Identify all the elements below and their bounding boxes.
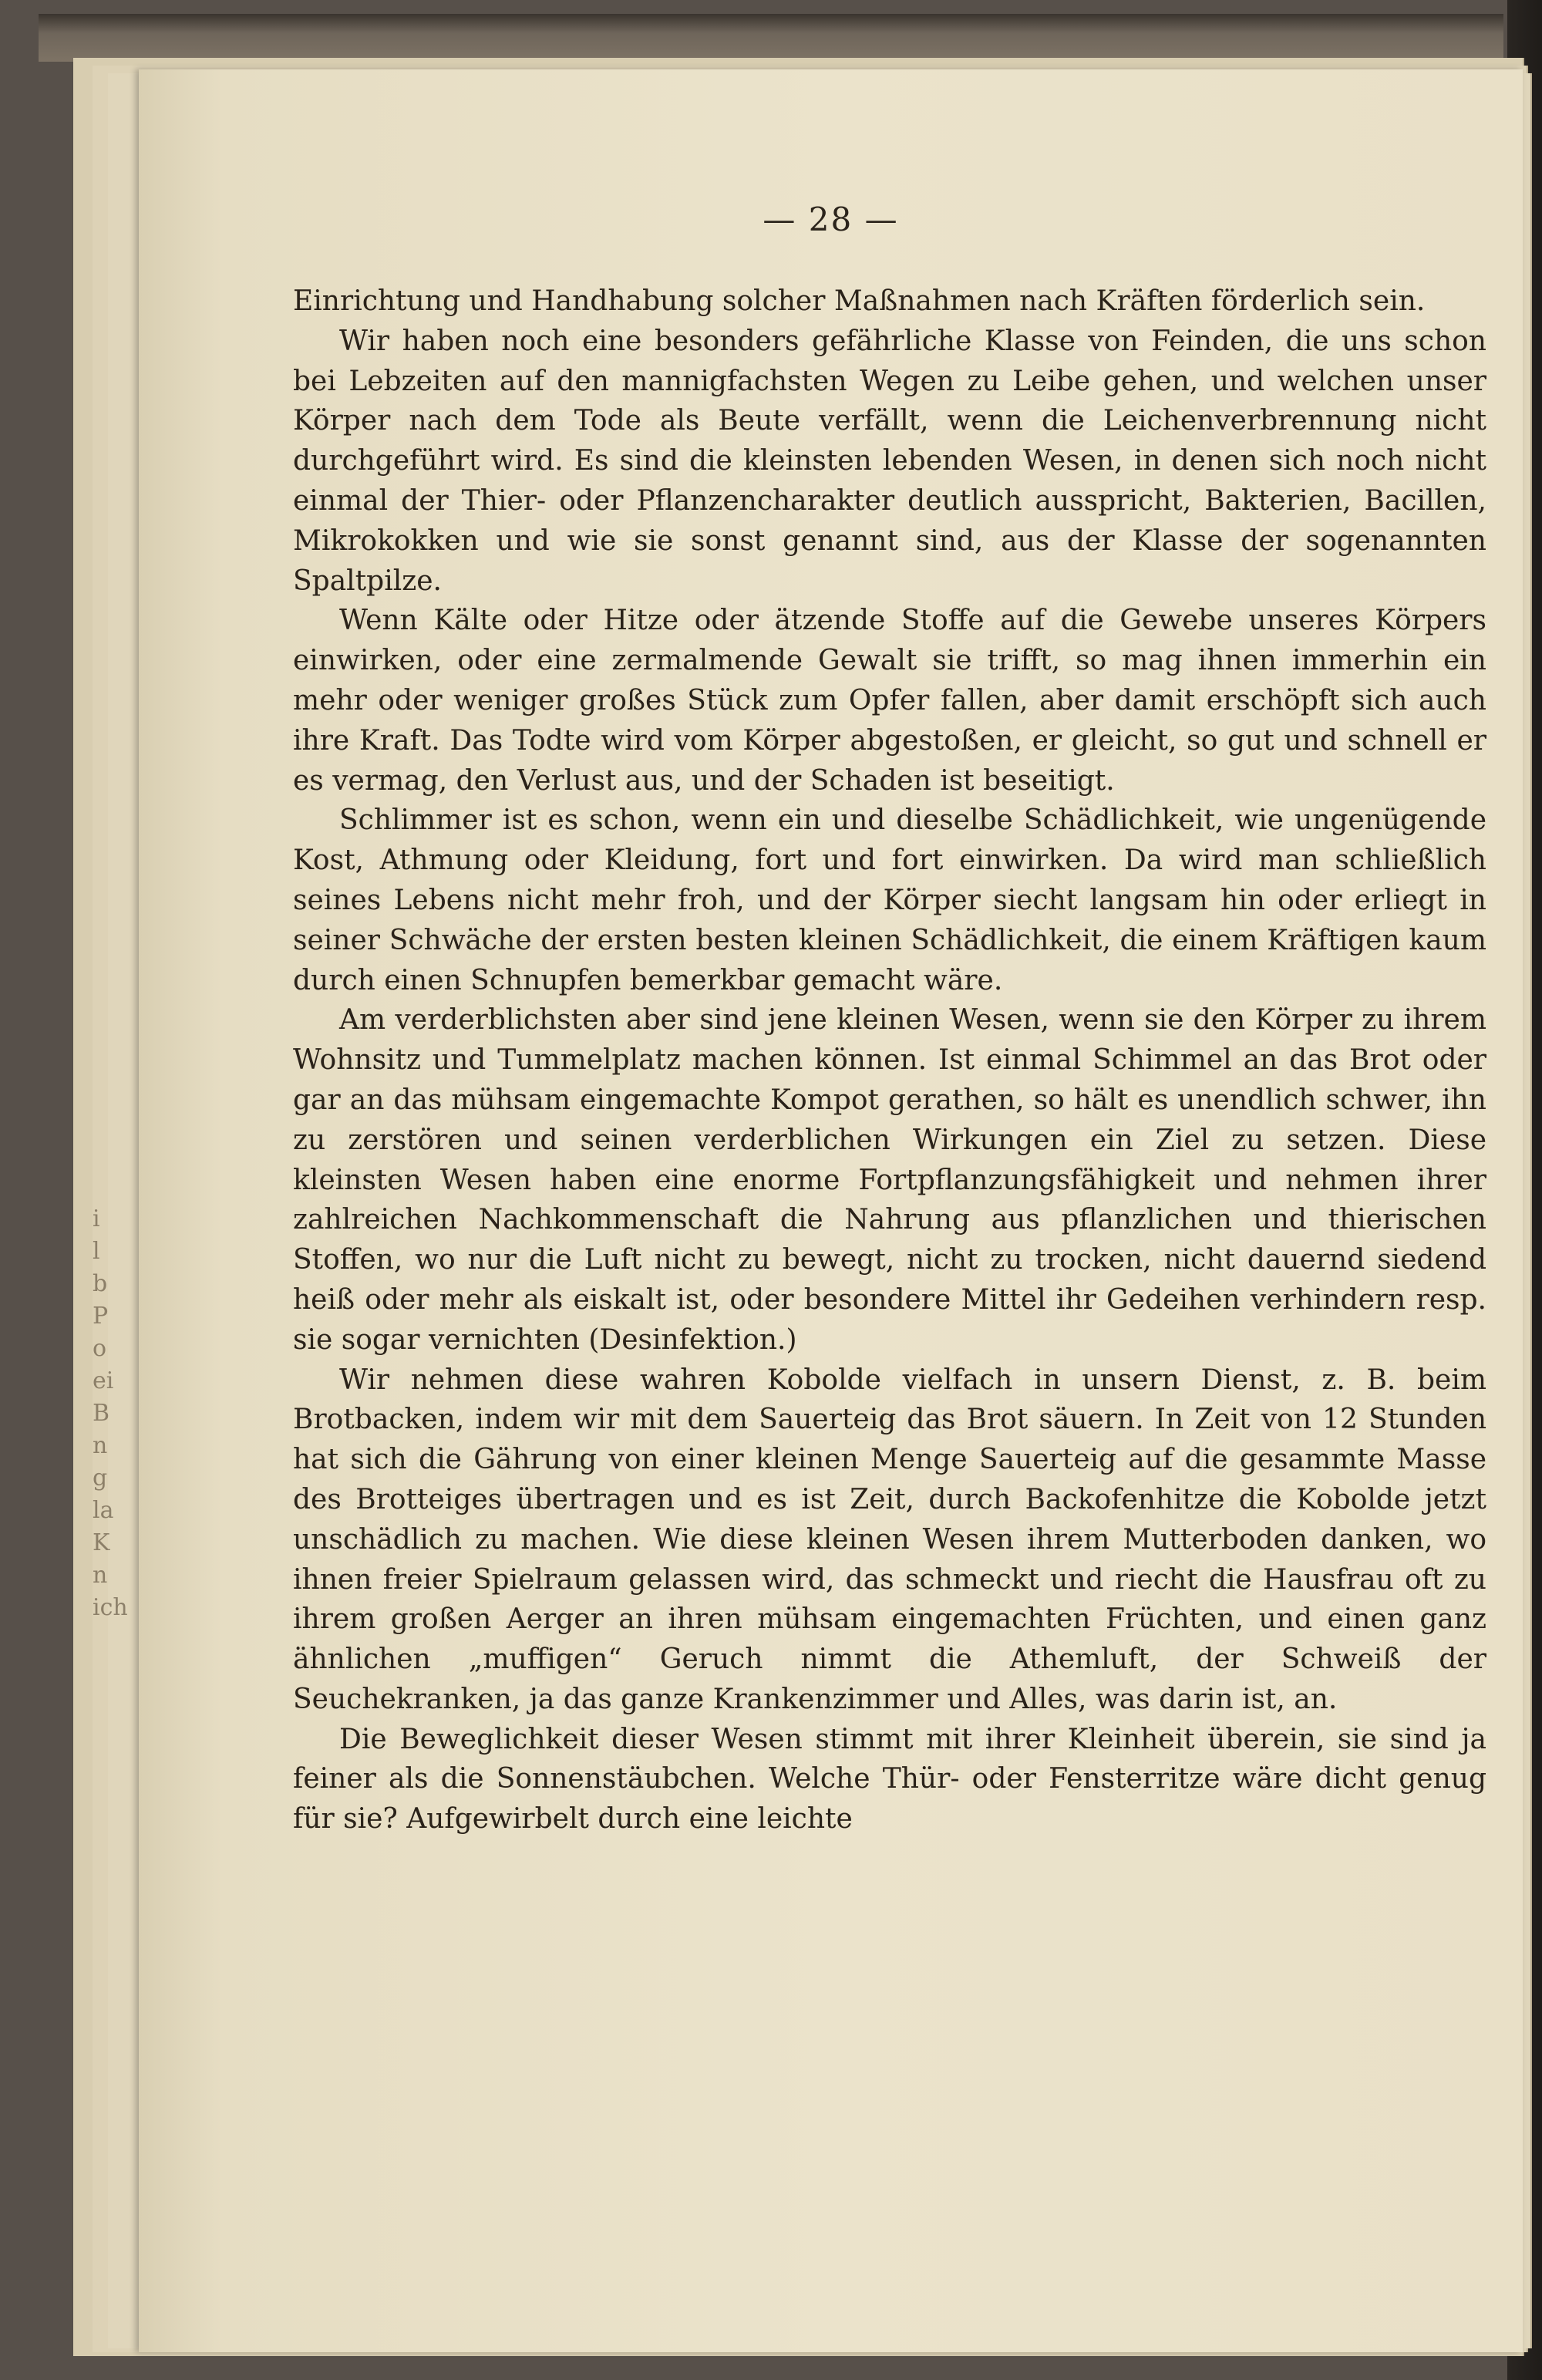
paragraph: Einrichtung und Handhabung solcher Maßnahmen nach Kräften förderlich sein.: [293, 285, 1426, 317]
leaf-edge-text-fragments: [93, 1203, 139, 1624]
paragraph: Am verderblichsten aber sind jene kleinen Wesen, wenn sie den Körper zu ihrem Wohnsitz und Tummelplatz machen können. Ist einmal Schimmel an das Brot oder gar an das mühsam eingemachte Kompot gerathen, so hält es unendlich schwer, ihn zu zerstören und seinen verderblichen Wirkungen ein Ziel zu setzen. Diese kleinsten Wesen haben eine enorme Fortpflanzungsfähigkeit und nehmen ihrer zahlreichen Nachkommenschaft die Nahrung aus pflanzlichen und thierischen Stoffen, wo nur die Luft nicht zu bewegt, nicht zu trocken, nicht dauernd siedend heiß oder mehr als eiskalt ist, oder besondere Mittel ihr Gedeihen verhindern resp. sie sogar vernichten (Desinfektion.): [293, 1004, 1486, 1356]
leaf-edge-fragment: g: [93, 1465, 108, 1492]
paragraph: Wenn Kälte oder Hitze oder ätzende Stoffe auf die Gewebe unseres Körpers einwirken, oder eine zermalmende Gewalt sie trifft, so mag ihnen immerhin ein mehr oder weniger großes Stück zum Opfer fallen, aber damit erschöpft sich auch ihre Kraft. Das Todte wird vom Körper abgestoßen, er gleicht, so gut und schnell er es vermag, den Verlust aus, und der Schaden ist beseitigt.: [293, 605, 1486, 797]
leaf-edge-fragment: l: [93, 1238, 100, 1265]
paragraph: Wir nehmen diese wahren Kobolde vielfach in unsern Dienst, z. B. beim Brotbacken, indem wir mit dem Sauerteig das Brot säuern. In Zeit von 12 Stunden hat sich die Gährung von einer kleinen Menge Sauerteig auf die gesammte Masse des Brotteiges übertragen und es ist Zeit, durch Backofenhitze die Kobolde jetzt unschädlich zu machen. Wie diese kleinen Wesen ihrem Mutterboden danken, wo ihnen freier Spielraum gelassen wird, das schmeckt und riecht die Hausfrau oft zu ihrem großen Aerger an ihren mühsam eingemachten Früchten, und einen ganz ähnlichen „muffigen“ Geruch nimmt die Athemluft, der Schweiß der Seuchekranken, ja das ganze Krankenzimmer und Alles, was darin ist, an.: [293, 1364, 1486, 1715]
leaf-edge-fragment: P: [93, 1303, 109, 1330]
leaf-edge-fragment: ich: [93, 1594, 128, 1621]
leaf-edge-fragment: i: [93, 1205, 100, 1232]
leaf-edge-fragment: ei: [93, 1367, 114, 1394]
paragraph: Wir haben noch eine besonders gefährliche Klasse von Feinden, die uns schon bei Lebzeiten auf den mannigfachsten Wegen zu Leibe gehen, und welchen unser Körper nach dem Tode als Beute verfällt, wenn die Leichenverbrennung nicht durchgeführt wird. Es sind die kleinsten lebenden Wesen, in denen sich noch nicht einmal der Thier- oder Pflanzencharakter deutlich ausspricht, Bakterien, Bacillen, Mikrokokken und wie sie sonst genannt sind, aus der Klasse der sogenannten Spaltpilze.: [293, 325, 1486, 597]
book-cover-top-edge: [39, 14, 1503, 62]
page-body-text: [293, 281, 1486, 1839]
leaf-edge-fragment: n: [93, 1432, 108, 1459]
leaf-edge-fragment: la: [93, 1497, 114, 1524]
leaf-edge-fragment: n: [93, 1562, 108, 1589]
leaf-edge-fragment: K: [93, 1529, 110, 1556]
paragraph: Schlimmer ist es schon, wenn ein und dieselbe Schädlichkeit, wie ungenügende Kost, Athmung oder Kleidung, fort und fort einwirken. Da wird man schließlich seines Lebens nicht mehr froh, und der Körper siecht langsam hin oder erliegt in seiner Schwäche der ersten besten kleinen Schädlichkeit, die einem Kräftigen kaum durch einen Schnupfen bemerkbar gemacht wäre.: [293, 804, 1486, 996]
leaf-edge-fragment: B: [93, 1400, 110, 1427]
page-number: — 28 —: [763, 201, 899, 238]
paragraph: Die Beweglichkeit dieser Wesen stimmt mit ihrer Kleinheit überein, sie sind ja feiner als die Sonnenstäubchen. Welche Thür- oder Fensterritze wäre dicht genug für sie? Aufgewirbelt durch eine leichte: [293, 1723, 1486, 1836]
leaf-edge-fragment: b: [93, 1270, 108, 1297]
leaf-edge-fragment: o: [93, 1335, 107, 1362]
